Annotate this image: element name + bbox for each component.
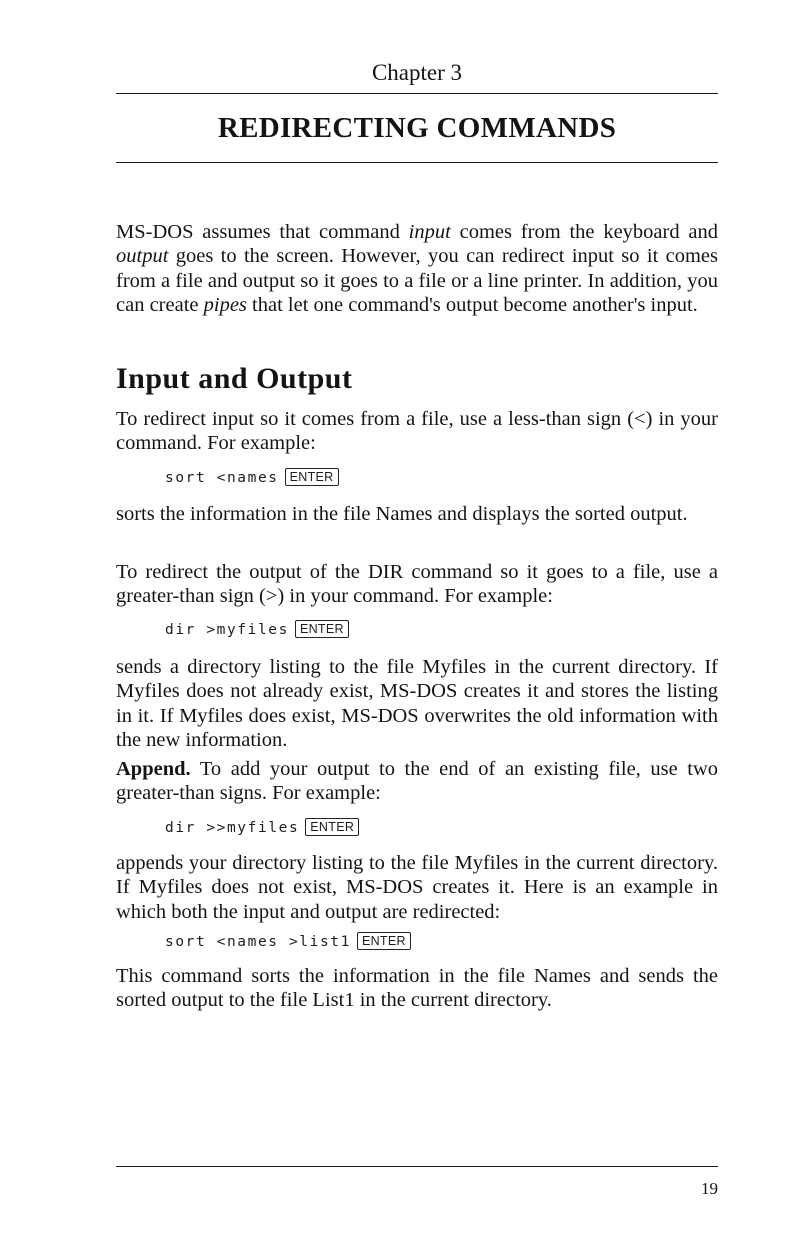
intro-text-1: MS-DOS assumes that command — [116, 221, 409, 243]
code-text: sort <names >list1 — [165, 934, 351, 950]
code-text: dir >myfiles — [165, 622, 289, 638]
intro-text-2: comes from the keyboard and — [450, 221, 719, 243]
intro-emph-pipes: pipes — [203, 294, 247, 317]
header-rule-bottom — [116, 162, 718, 163]
page — [116, 0, 718, 1234]
paragraph-redirect-input: To redirect input so it comes from a file, use a less-than sign (<) in your command. For example: — [116, 408, 718, 455]
code-text: sort <names — [165, 470, 279, 486]
section-heading: Input and Output — [116, 362, 353, 395]
enter-key: ENTER — [295, 620, 349, 638]
code-example-sort — [165, 468, 339, 488]
intro-text-3: goes to the screen. However, you can redirect input so it comes from a file and output so it goes to a file or a line printer. In addition, you can create — [116, 245, 718, 317]
code-text: dir >>myfiles — [165, 820, 300, 836]
intro-emph-input: input — [408, 221, 451, 243]
header-rule-top — [116, 93, 718, 94]
intro-paragraph — [116, 220, 718, 318]
chapter-title: REDIRECTING COMMANDS — [217, 112, 617, 144]
paragraph-append — [116, 757, 718, 806]
enter-key: ENTER — [285, 468, 339, 486]
chapter-label: Chapter 3 — [371, 60, 463, 85]
append-text: To add your output to the end of an existing file, use two greater-than signs. For example: — [116, 758, 718, 805]
code-example-dir — [165, 620, 349, 640]
append-label: Append. — [116, 758, 191, 780]
paragraph-sort-result: sorts the information in the file Names and displays the sorted output. — [116, 503, 688, 525]
paragraph-dir-result: sends a directory listing to the file Myfiles in the current directory. If Myfiles does not already exist, MS-DOS creates it and stores the listing in it. If Myfiles does exist, MS-DOS overwrites the old information with the new information. — [116, 656, 718, 752]
page-number: 19 — [701, 1179, 718, 1198]
footer-rule — [116, 1166, 718, 1167]
code-example-append — [165, 818, 359, 838]
intro-text-4: that let one command's output become another's input. — [246, 294, 698, 317]
paragraph-redirect-output: To redirect the output of the DIR command so it goes to a file, use a greater-than sign (>) in your command. For example: — [116, 561, 718, 608]
intro-emph-output: output — [116, 245, 169, 268]
enter-key: ENTER — [305, 818, 359, 836]
paragraph-both-result: This command sorts the information in the file Names and sends the sorted output to the file List1 in the current directory. — [116, 965, 718, 1012]
paragraph-append-result: appends your directory listing to the file Myfiles in the current directory. If Myfiles does not exist, MS-DOS creates it. Here is an example in which both the input and output are redirected: — [116, 852, 718, 923]
code-example-both — [165, 932, 411, 952]
enter-key: ENTER — [357, 932, 411, 950]
